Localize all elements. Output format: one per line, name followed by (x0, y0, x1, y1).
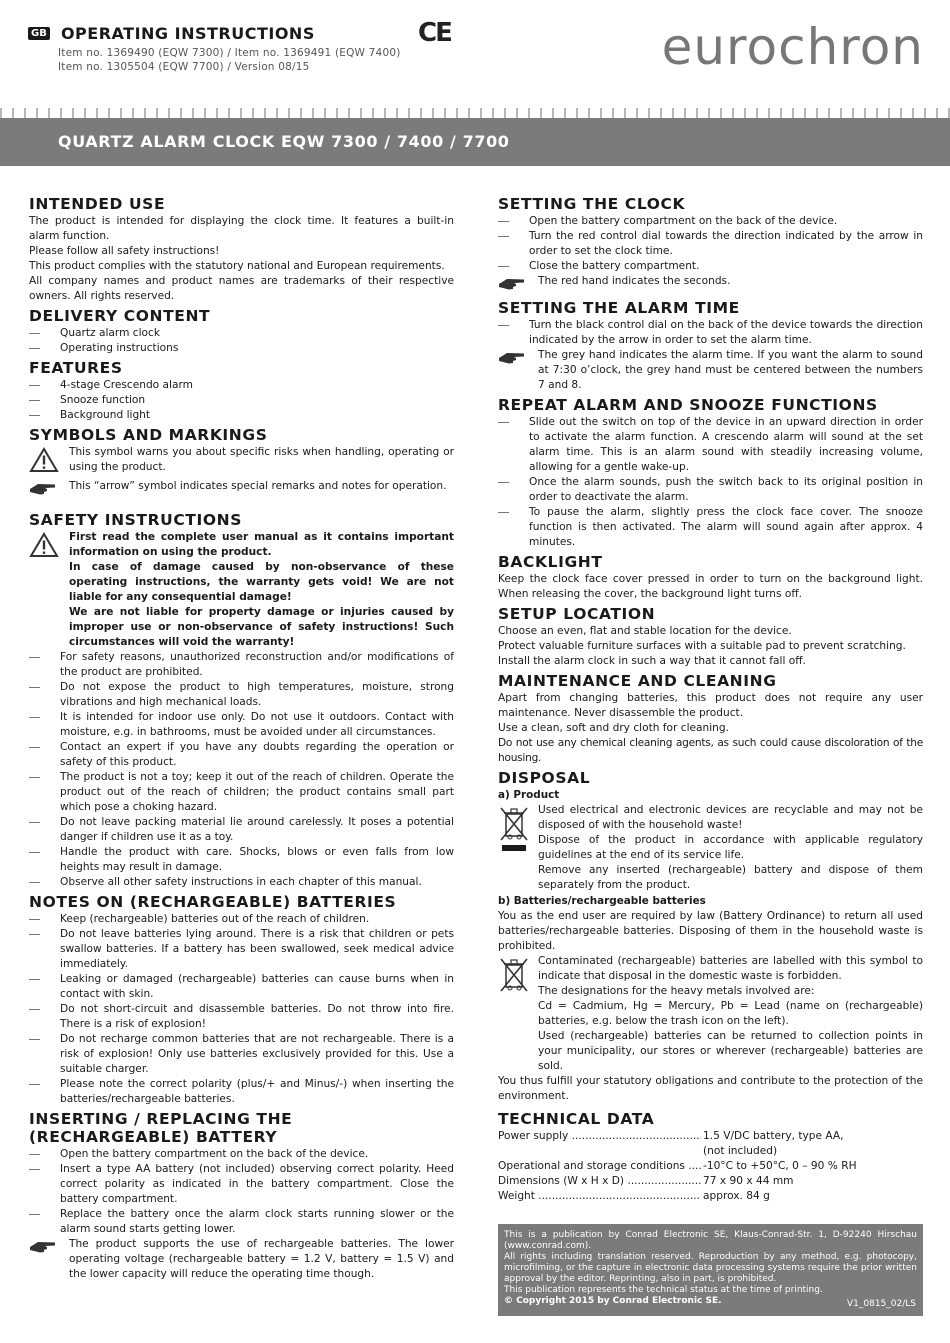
symbol-note (29, 445, 454, 475)
disposal-text: The designations for the heavy metals involved are: (538, 985, 815, 997)
document-header (28, 24, 401, 73)
paragraph: Keep the clock face cover pressed in order to turn on the background light. When releasing the cover, the background light turns off. (498, 573, 923, 600)
list-item: Operating instructions (29, 341, 454, 356)
tech-value: 1.5 V/DC battery, type AA, (703, 1130, 844, 1142)
safety-bold-text: In case of damage caused by non-observance of these operating instructions, the warranty gets void! We are not liable for any consequential damage! (69, 561, 454, 603)
item-numbers-line-2: Item no. 1305504 (EQW 7700) / Version 08/15 (58, 61, 310, 73)
heading-disposal: DISPOSAL (498, 769, 591, 787)
crossed-out-bin-icon (498, 805, 530, 853)
list-item: Do not leave batteries lying around. There is a risk that children or pets swallow batteries. If a battery has been swallowed, seek medical advice immediately. (29, 927, 454, 972)
tech-row (498, 1174, 923, 1189)
list-item: Handle the product with care. Shocks, blows or even falls from low heights may result in damage. (29, 845, 454, 875)
paragraph: Protect valuable furniture surfaces with a suitable pad to prevent scratching. (498, 640, 906, 652)
paragraph: The product is intended for displaying the clock time. It features a built-in alarm function. (29, 215, 454, 242)
paragraph: You thus fulfill your statutory obligations and contribute to the protection of the environment. (498, 1075, 923, 1102)
imprint-text: This publication represents the technical status at the time of printing. (504, 1285, 823, 1295)
symbol-note (29, 479, 454, 501)
pointing-hand-icon (29, 1239, 57, 1255)
heading-symbols: SYMBOLS AND MARKINGS (29, 426, 268, 444)
list-item: Once the alarm sounds, push the switch back to its original position in order to deactivate the alarm. (498, 475, 923, 505)
note-text: The grey hand indicates the alarm time. If you want the alarm to sound at 7:30 o’clock, the grey hand must be centered between the numbers 7 and 8. (538, 349, 923, 391)
note-text: The red hand indicates the seconds. (538, 275, 731, 287)
subheading-batteries: b) Batteries/rechargeable batteries (498, 895, 706, 907)
disposal-text: Used (rechargeable) batteries can be returned to collection points in your municipality, our stores or wherever (rechargeable) batteries are sold. (538, 1030, 923, 1072)
left-column (29, 192, 454, 1282)
language-badge: GB (28, 27, 50, 40)
ce-mark: CE (418, 18, 451, 48)
safety-bold-text: First read the complete user manual as it contains important information on using the product. (69, 531, 454, 558)
list-item: Do not leave packing material lie around carelessly. It poses a potential danger if children use it as a toy. (29, 815, 454, 845)
list-item: Observe all other safety instructions in each chapter of this manual. (29, 875, 454, 890)
imprint-text: All rights including translation reserved. Reproduction by any method, e.g. photocopy, microfilming, or the capture in electronic data processing systems require the prior written approval by the editor. Reprinting, also in part, is prohibited. (504, 1252, 917, 1284)
list-item: Do not short-circuit and disassemble batteries. Do not throw into fire. There is a risk of explosion! (29, 1002, 454, 1032)
pointing-hand-icon (498, 350, 526, 366)
tech-row (498, 1129, 923, 1144)
symbol-text: This “arrow” symbol indicates special remarks and notes for operation. (69, 480, 447, 492)
warning-triangle-icon (29, 532, 59, 558)
disposal-text: Remove any inserted (rechargeable) battery and dispose of them separately from the product. (538, 864, 923, 891)
list-item: Contact an expert if you have any doubts regarding the operation or safety of this product. (29, 740, 454, 770)
tech-value: approx. 84 g (703, 1190, 770, 1202)
list-item: Please note the correct polarity (plus/+ and Minus/-) when inserting the batteries/rechargeable batteries. (29, 1077, 454, 1107)
pointing-hand-icon (498, 276, 526, 292)
safety-bold-text: We are not liable for property damage or injuries caused by improper use or non-observance of safety instructions! Such circumstances will void the warranty! (69, 606, 454, 648)
disposal-text: Dispose of the product in accordance with applicable regulatory guidelines at the end of its service life. (538, 834, 923, 861)
list-item: The product is not a toy; keep it out of the reach of children. Operate the product out of the reach of children; the product contains small part which pose a choking hazard. (29, 770, 454, 815)
heading-setting-clock: SETTING THE CLOCK (498, 195, 686, 213)
paragraph: Choose an even, flat and stable location for the device. (498, 625, 792, 637)
list-item: Snooze function (29, 393, 454, 408)
paragraph: All company names and product names are trademarks of their respective owners. All rights reserved. (29, 275, 454, 302)
version-code: V1_0815_02/LS (847, 1299, 916, 1309)
note (498, 348, 923, 393)
heading-setup-location: SETUP LOCATION (498, 605, 656, 623)
copyright: © Copyright 2015 by Conrad Electronic SE. (504, 1296, 722, 1306)
tick-divider (0, 108, 950, 118)
subheading-product: a) Product (498, 789, 560, 801)
disposal-batteries (498, 954, 923, 1074)
list-item: For safety reasons, unauthorized reconstruction and/or modifications of the product are prohibited. (29, 650, 454, 680)
disposal-text: Used electrical and electronic devices are recyclable and may not be disposed of with the household waste! (538, 804, 923, 831)
disposal-product (498, 803, 923, 893)
imprint-text: This is a publication by Conrad Electronic SE, Klaus-Conrad-Str. 1, D-92240 Hirschau (www.conrad.com). (504, 1230, 917, 1251)
list-item: Insert a type AA battery (not included) observing correct polarity. Heed correct polarity as indicated in the battery compartment. Close the battery compartment. (29, 1162, 454, 1207)
paragraph: Install the alarm clock in such a way that it cannot fall off. (498, 655, 806, 667)
list-item: Keep (rechargeable) batteries out of the reach of children. (29, 912, 454, 927)
safety-warning (29, 530, 454, 650)
list-item: Close the battery compartment. (498, 259, 923, 274)
paragraph: This product complies with the statutory national and European requirements. (29, 260, 445, 272)
heading-inserting-battery: INSERTING / REPLACING THE (RECHARGEABLE) BATTERY (29, 1110, 293, 1146)
list-item: Open the battery compartment on the back of the device. (498, 214, 923, 229)
paragraph: Use a clean, soft and dry cloth for cleaning. (498, 722, 729, 734)
heading-technical-data: TECHNICAL DATA (498, 1110, 655, 1128)
right-column (498, 192, 923, 1204)
list-item: Turn the red control dial towards the direction indicated by the arrow in order to set the clock time. (498, 229, 923, 259)
heading-delivery-content: DELIVERY CONTENT (29, 307, 211, 325)
tech-value: 77 x 90 x 44 mm (703, 1175, 794, 1187)
list-item: Do not expose the product to high temperatures, moisture, strong vibrations and high mechanical loads. (29, 680, 454, 710)
disposal-text: Contaminated (rechargeable) batteries are labelled with this symbol to indicate that disposal in the domestic waste is forbidden. (538, 955, 923, 982)
paragraph: Please follow all safety instructions! (29, 245, 220, 257)
disposal-text: Cd = Cadmium, Hg = Mercury, Pb = Lead (name on (rechargeable) batteries, e.g. below the trash icon on the left). (538, 1000, 923, 1027)
brand-logo: eurochron (661, 18, 924, 76)
heading-intended-use: INTENDED USE (29, 195, 166, 213)
item-numbers-line-1: Item no. 1369490 (EQW 7300) / Item no. 1369491 (EQW 7400) (58, 47, 401, 59)
heading-features: FEATURES (29, 359, 123, 377)
note (498, 274, 923, 296)
tech-row (498, 1189, 923, 1204)
tech-label: Operational and storage conditions ..... (498, 1159, 701, 1174)
heading-battery-notes: NOTES ON (RECHARGEABLE) BATTERIES (29, 893, 397, 911)
imprint-box (498, 1224, 923, 1316)
tech-value: -10°C to +50°C, 0 – 90 % RH (703, 1160, 857, 1172)
heading-safety: SAFETY INSTRUCTIONS (29, 511, 242, 529)
note-text: The product supports the use of rechargeable batteries. The lower operating voltage (rechargeable battery = 1.2 V, battery = 1.5 V) and the lower capacity will reduce the operating time though. (69, 1238, 454, 1280)
list-item: Open the battery compartment on the back of the device. (29, 1147, 454, 1162)
tech-label: Dimensions (W x H x D) ..... (498, 1174, 701, 1189)
crossed-out-bin-icon (498, 956, 530, 992)
list-item: Leaking or damaged (rechargeable) batteries can cause burns when in contact with skin. (29, 972, 454, 1002)
tech-label: Power supply ..... (498, 1129, 701, 1144)
list-item: Slide out the switch on top of the device in an upward direction in order to activate the alarm function. A crescendo alarm will sound at the set alarm time. This is an alarm sound with steadily increasing volume, allowing for a gentle wake-up. (498, 415, 923, 475)
list-item: 4-stage Crescendo alarm (29, 378, 454, 393)
list-item: Do not recharge common batteries that are not rechargeable. There is a risk of explosion! Only use batteries exclusively provided for this. Use a suitable charger. (29, 1032, 454, 1077)
tech-label (498, 1144, 701, 1159)
paragraph: Do not use any chemical cleaning agents, as such could cause discoloration of the housing. (498, 737, 923, 764)
tech-label: Weight ..... (498, 1189, 701, 1204)
list-item: Turn the black control dial on the back of the device towards the direction indicated by the arrow in order to set the alarm time. (498, 318, 923, 348)
heading-setting-alarm: SETTING THE ALARM TIME (498, 299, 740, 317)
document-title: OPERATING INSTRUCTIONS (60, 24, 315, 43)
list-item: It is intended for indoor use only. Do not use it outdoors. Contact with moisture, e.g. in bathrooms, must be avoided under all circumstances. (29, 710, 454, 740)
list-item: To pause the alarm, slightly press the clock face cover. The snooze function is then activated. The alarm will sound again after approx. 4 minutes. (498, 505, 923, 550)
note (29, 1237, 454, 1282)
symbol-text: This symbol warns you about specific risks when handling, operating or using the product. (69, 446, 454, 473)
list-item: Background light (29, 408, 454, 423)
tech-row (498, 1144, 923, 1159)
heading-backlight: BACKLIGHT (498, 553, 603, 571)
heading-repeat-alarm: REPEAT ALARM AND SNOOZE FUNCTIONS (498, 396, 878, 414)
pointing-hand-icon (29, 481, 57, 497)
product-title: QUARTZ ALARM CLOCK EQW 7300 / 7400 / 7700 (58, 132, 510, 151)
paragraph: You as the end user are required by law (Battery Ordinance) to return all used batteries/rechargeable batteries. Disposing of them in the household waste is prohibited. (498, 910, 923, 952)
heading-maintenance: MAINTENANCE AND CLEANING (498, 672, 777, 690)
warning-triangle-icon (29, 447, 59, 473)
list-item: Replace the battery once the alarm clock starts running slower or the alarm sound starts getting lower. (29, 1207, 454, 1237)
list-item: Quartz alarm clock (29, 326, 454, 341)
paragraph: Apart from changing batteries, this product does not require any user maintenance. Never disassemble the product. (498, 692, 923, 719)
tech-value: (not included) (703, 1145, 778, 1157)
title-banner (0, 118, 950, 166)
tech-row (498, 1159, 923, 1174)
